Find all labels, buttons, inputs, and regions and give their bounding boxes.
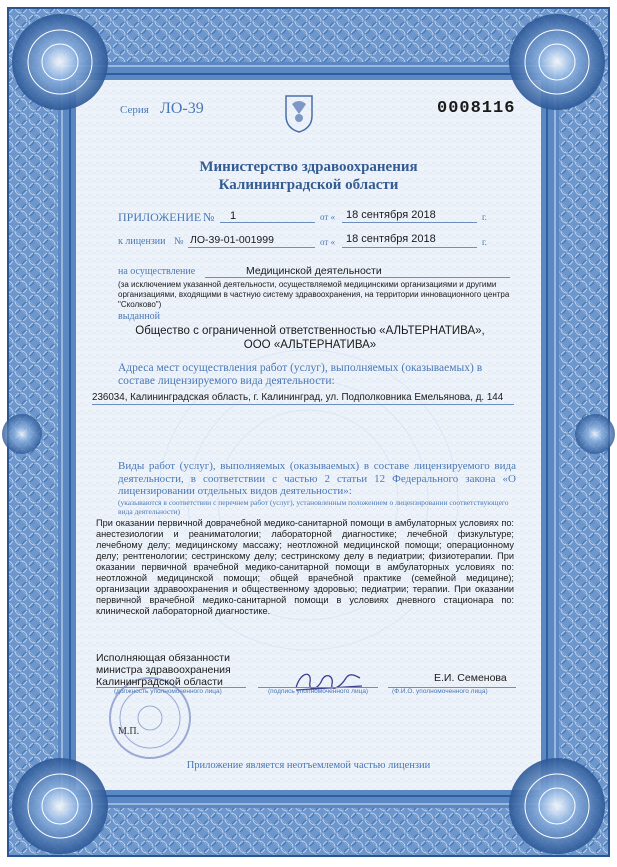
license-from-label: от «: [320, 237, 336, 247]
license-number-line: [188, 247, 315, 248]
addresses-value: 236034, Калининградская область, г. Калининград, ул. Подполковника Емельянова, д. 144: [92, 392, 504, 403]
side-medallion-icon: [575, 414, 615, 454]
appendix-no-sign: №: [203, 210, 215, 224]
appendix-date: 18 сентября 2018: [346, 209, 436, 221]
activity-line: [205, 277, 510, 278]
signatory-position: [96, 652, 231, 688]
activity-label: на осуществление: [118, 266, 196, 277]
license-number: ЛО-39-01-001999: [190, 234, 274, 246]
license-date: 18 сентября 2018: [346, 233, 436, 245]
corner-rosette-icon: [12, 14, 108, 110]
seal-mark: М.П.: [118, 726, 140, 737]
organization-name: [120, 324, 500, 352]
organization-name-line1: Общество с ограниченной ответственностью «АЛЬТЕРНАТИВА»,: [135, 325, 485, 337]
works-heading: Виды работ (услуг), выполняемых (оказываемых) в составе лицензируемого вида деятельности, в соответствии с частью 2 статьи 12 Федерального закона «О лицензировании отдельных видов деятельности»:: [118, 460, 516, 497]
signatory-name: Е.И. Семенова: [434, 672, 507, 684]
signature-caption: (подпись уполномоченного лица): [268, 688, 369, 695]
appendix-date-line: [342, 222, 477, 223]
organization-name-line2: ООО «АЛЬТЕРНАТИВА»: [243, 339, 377, 351]
corner-rosette-icon: [509, 758, 605, 854]
issued-label: выданной: [118, 311, 161, 322]
side-medallion-icon: [2, 414, 42, 454]
series-value: ЛО-39: [160, 100, 204, 117]
license-label: к лицензии: [118, 236, 166, 247]
license-year-suffix: г.: [482, 237, 487, 247]
corner-rosette-icon: [12, 758, 108, 854]
form-number: 0008116: [437, 99, 516, 118]
license-date-line: [342, 247, 477, 248]
coat-of-arms-icon: [282, 92, 316, 134]
license-no-sign: №: [174, 236, 184, 247]
addresses-heading: Адреса мест осуществления работ (услуг), выполняемых (оказываемых) в составе лицензируемого вида деятельности:: [118, 362, 483, 387]
name-caption: (Ф.И.О. уполномоченного лица): [392, 688, 488, 695]
appendix-number-line: [220, 222, 315, 223]
series-label: Серия: [120, 104, 149, 116]
activity-value: Медицинской деятельности: [246, 265, 382, 277]
corner-rosette-icon: [509, 14, 605, 110]
works-note: (указываются в соответствии с перечнем работ (услуг), установленным положением о лицензировании соответствующего вида деятельности): [118, 498, 509, 516]
ministry-title: [100, 158, 517, 194]
ministry-title-line2: Калининградской области: [218, 177, 399, 193]
appendix-year-suffix: г.: [482, 212, 487, 222]
footer-text: Приложение является неотъемлемой частью лицензии: [186, 760, 431, 771]
appendix-from-label: от «: [320, 212, 336, 222]
signatory-position-line2: министра здравоохранения: [96, 664, 231, 676]
ministry-title-line1: Министерство здравоохранения: [199, 159, 418, 175]
position-caption: (должность уполномоченного лица): [114, 688, 222, 695]
signatory-position-line1: Исполняющая обязанности: [96, 652, 230, 664]
appendix-number: 1: [230, 210, 237, 222]
appendix-label: ПРИЛОЖЕНИЕ: [118, 210, 202, 224]
addresses-line: [92, 404, 514, 405]
works-text: При оказании первичной доврачебной медико-санитарной помощи в амбулаторных условиях по: анестезиологии и реаниматологии; лабораторной диагностике; лечебной физкультуре; лечебному делу; медицинскому массажу; неотложной медицинской помощи; операционному делу; рентгенологии; сестринскому делу; сестринскому делу в педиатрии; физиотерапии. При оказании первичной врачебной медико-санитарной помощи в амбулаторных условиях по: неотложной медицинской помощи; общей врачебной практике (семейной медицине); организации здравоохранения и общественному здоровью; педиатрии; терапии. При оказании первичной врачебной медико-санитарной помощи в условиях дневного стационара по: клинической лабораторной диагностике.: [96, 518, 514, 616]
signatory-position-line3: Калининградской области: [96, 676, 223, 688]
activity-note: (за исключением указанной деятельности, осуществляемой медицинскими организациями и другими организациями, входящими в частную систему здравоохранения, на территории инновационного центра "Сколково"): [118, 280, 510, 309]
